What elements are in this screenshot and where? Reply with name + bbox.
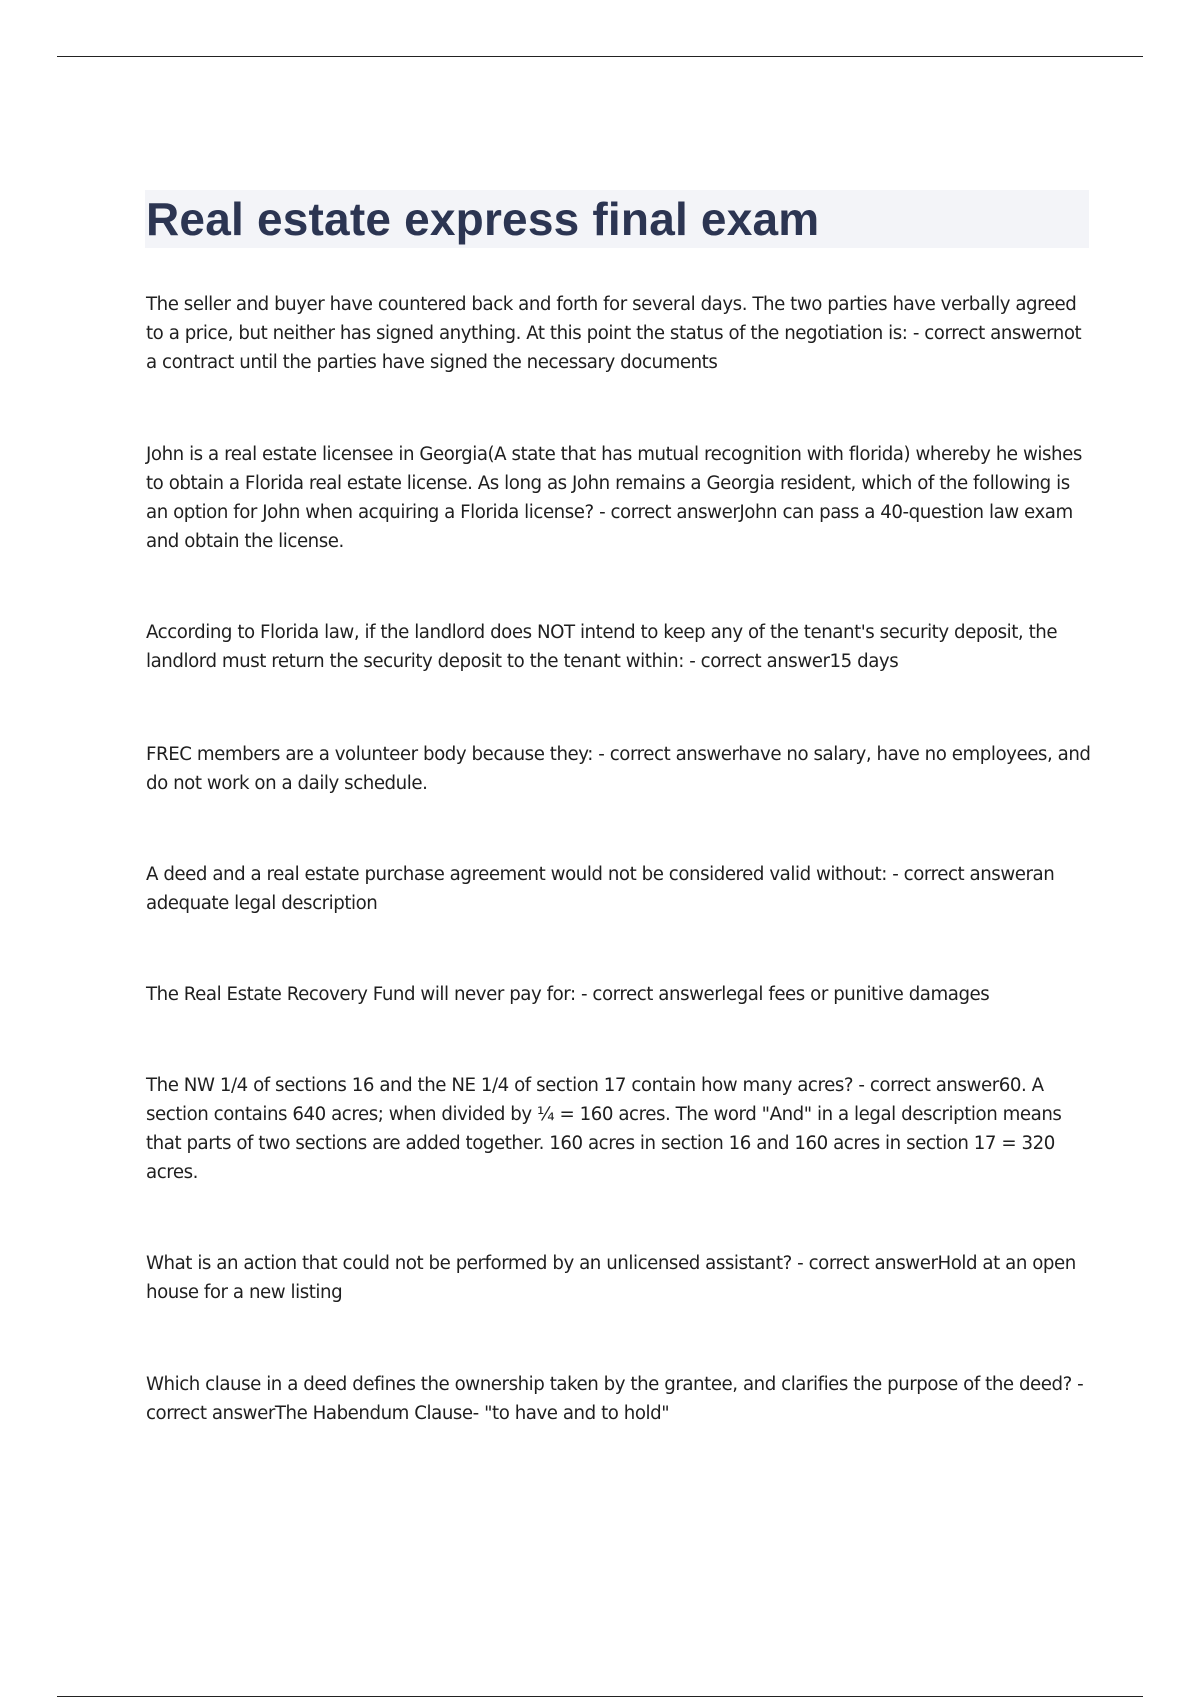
top-divider [57,56,1143,57]
answer-separator: - correct answer [853,1075,999,1096]
qa-item-5 [146,860,1091,918]
document-title: Real estate express final exam [146,193,820,245]
question-text: Which clause in a deed defines the ownership taken by the grantee, and clarifies the purpose of the deed? [146,1374,1072,1395]
qa-item-2 [146,440,1091,556]
answer-separator: - correct answer [683,651,830,672]
answer-separator: - correct answer [592,744,739,765]
answer-text: an adequate legal description [146,864,1055,914]
question-text: The Real Estate Recovery Fund will never pay for: [146,984,576,1005]
answer-separator: - correct answer [886,864,1033,885]
qa-item-3 [146,618,1091,676]
answer-separator: - correct answer [907,323,1053,344]
question-text: The seller and buyer have countered back and forth for several days. The two parties have verbally agreed to a price, but neither has signed anything. At this point the status of the negotiation is: [146,294,1077,344]
qa-item-7 [146,1071,1091,1187]
answer-text: have no salary, have no employees, and do not work on a daily schedule. [146,744,1091,794]
question-text: According to Florida law, if the landlord does NOT intend to keep any of the tenant's security deposit, the landlord must return the security deposit to the tenant within: [146,622,1058,672]
question-text: What is an action that could not be performed by an unlicensed assistant? [146,1253,792,1274]
answer-text: Hold at an open house for a new listing [146,1253,1076,1303]
answer-text: 60. A section contains 640 acres; when divided by ¼ = 160 acres. The word "And" in a legal description means that parts of two sections are added together. 160 acres in section 16 and 160 acres in section 17 = 320 acres. [146,1075,1062,1183]
bottom-divider [57,1696,1143,1697]
qa-item-9 [146,1370,1091,1428]
qa-item-1 [146,290,1091,377]
answer-text: legal fees or punitive damages [721,984,990,1005]
qa-item-8 [146,1249,1091,1307]
answer-text: The Habendum Clause- "to have and to hold" [274,1403,670,1424]
answer-separator: - correct answer [146,1374,1084,1424]
question-text: John is a real estate licensee in Georgia(A state that has mutual recognition with florida) whereby he wishes to obtain a Florida real estate license. As long as John remains a Georgia resident, which of the following is an option for John when acquiring a Florida license? [146,444,1082,523]
answer-text: John can pass a 40-question law exam and obtain the license. [146,502,1073,552]
answer-separator: - correct answer [575,984,722,1005]
answer-text: 15 days [829,651,899,672]
qa-item-6 [146,980,1091,1009]
question-text: FREC members are a volunteer body because they: [146,744,593,765]
answer-separator: - correct answer [593,502,740,523]
question-text: The NW 1/4 of sections 16 and the NE 1/4 of section 17 contain how many acres? [146,1075,854,1096]
qa-item-4 [146,740,1091,798]
question-text: A deed and a real estate purchase agreement would not be considered valid without: [146,864,887,885]
answer-separator: - correct answer [791,1253,938,1274]
answer-text: not a contract until the parties have signed the necessary documents [146,323,1082,373]
